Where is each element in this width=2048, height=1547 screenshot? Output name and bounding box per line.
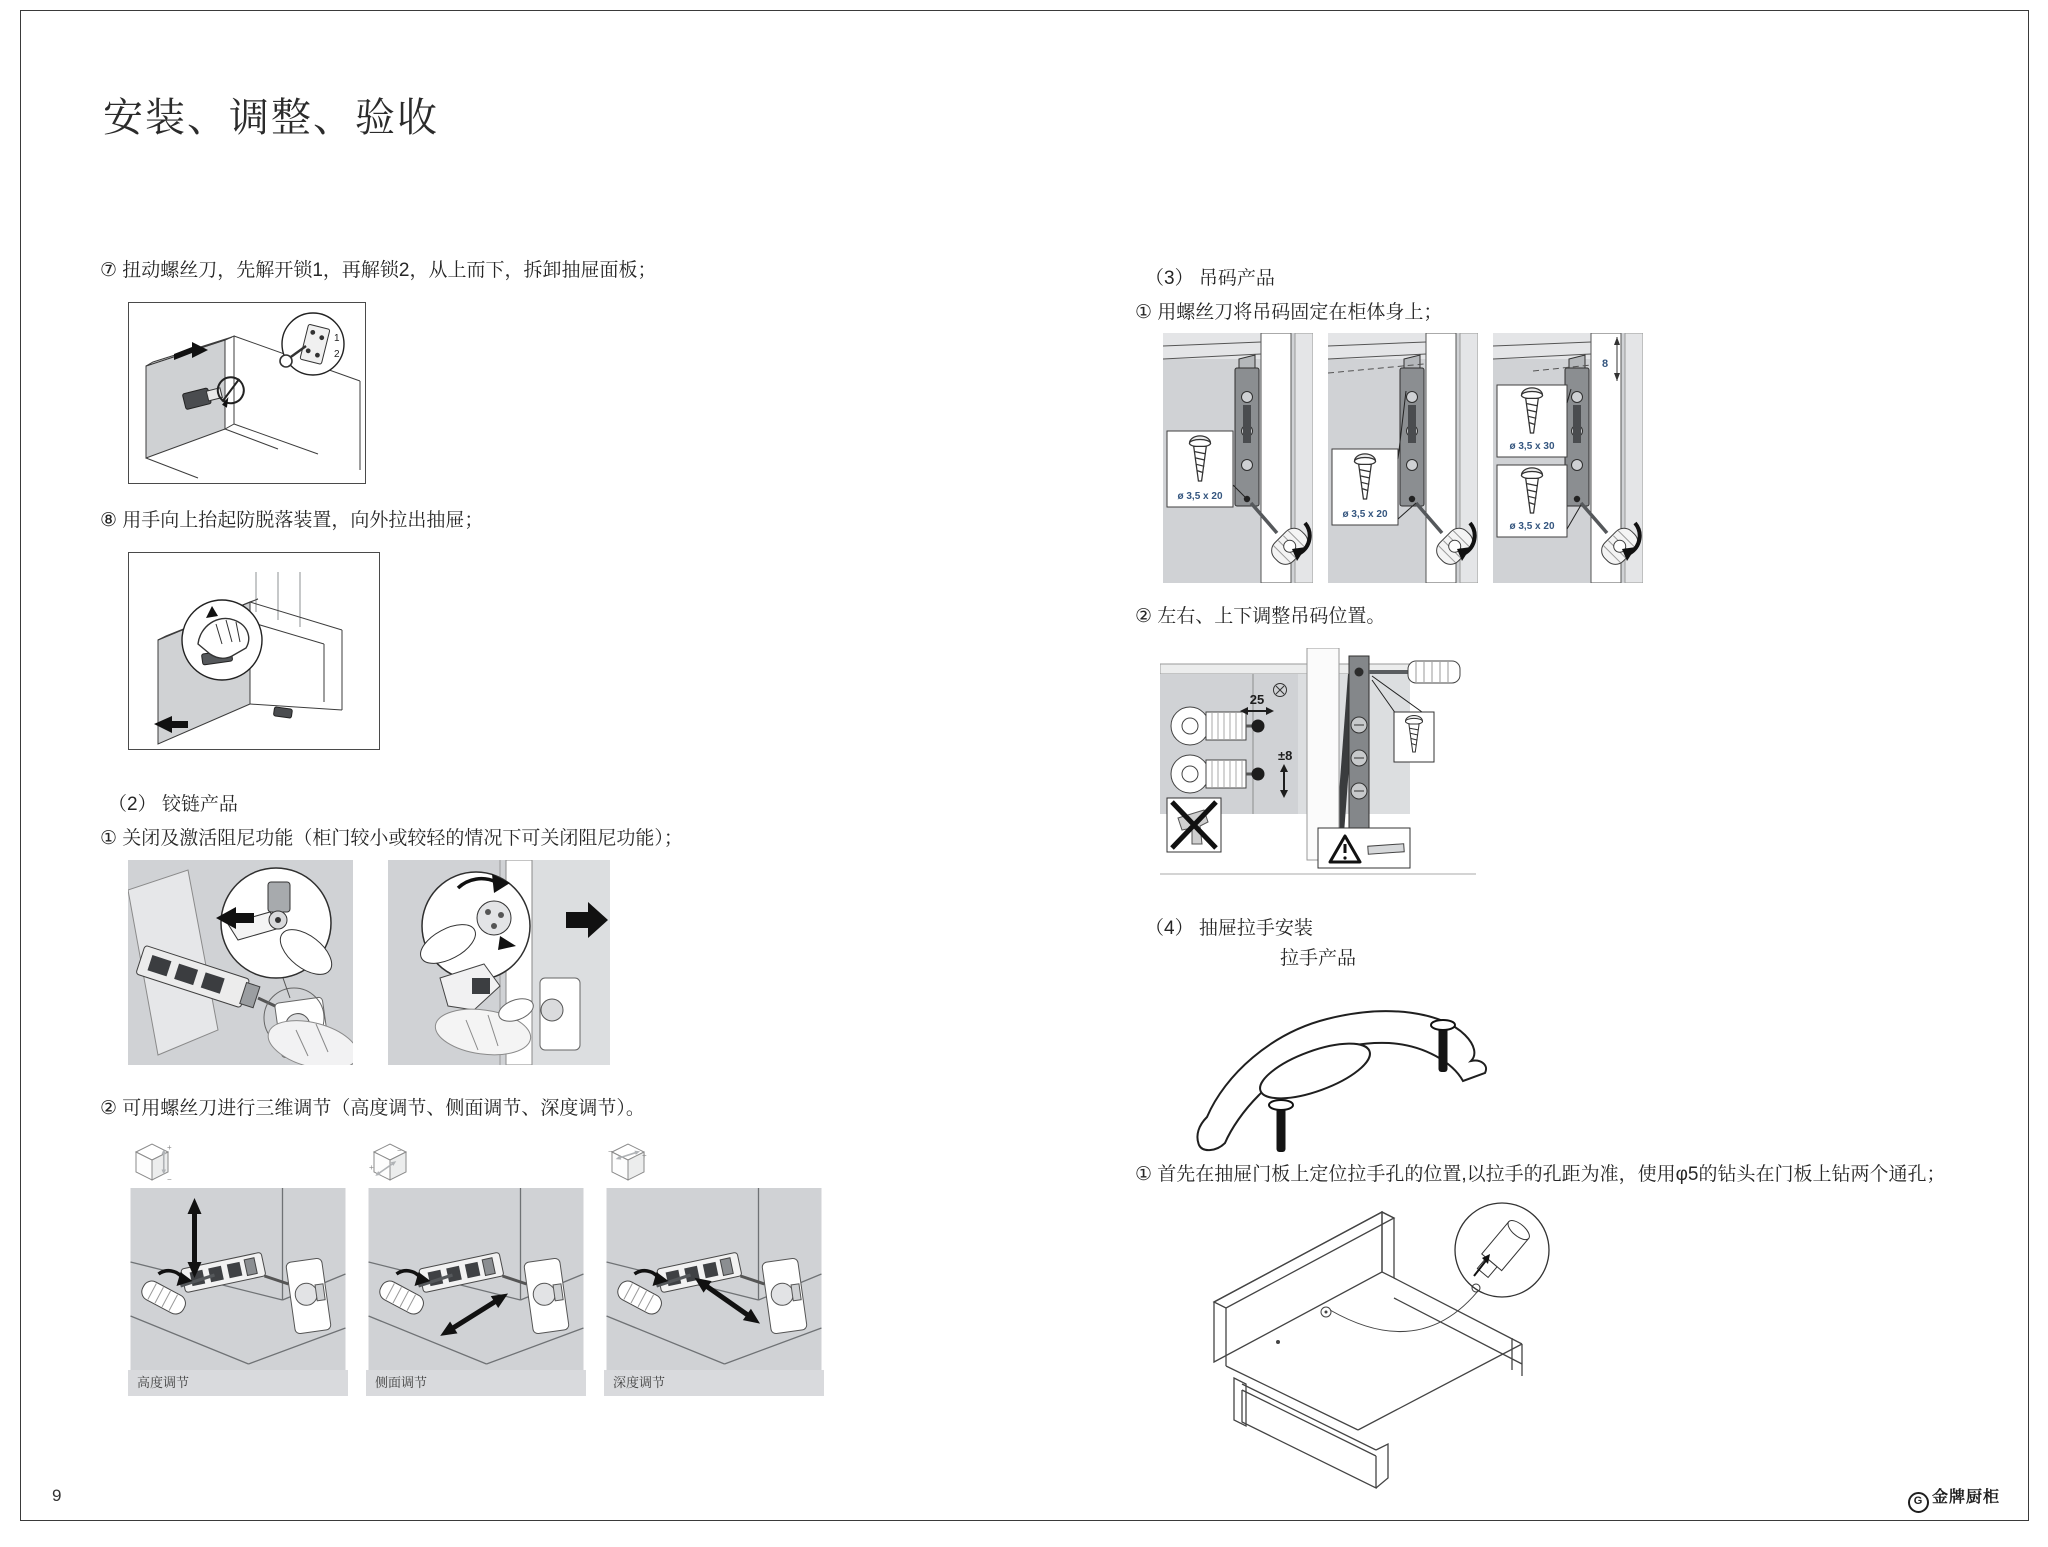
step8-illustration bbox=[128, 552, 380, 750]
warning-inset bbox=[1318, 828, 1410, 868]
section4-step1-text: ① 首先在抽屉门板上定位拉手孔的位置,以拉手的孔距为准，使用φ5的钻头在门板上钻两个通孔； bbox=[1135, 1164, 1946, 1185]
step7-illustration bbox=[128, 302, 366, 484]
height-adjust-scene bbox=[128, 1188, 348, 1370]
latch-icon bbox=[273, 707, 292, 718]
step7-text: ⑦ 扭动螺丝刀，先解开锁1，再解锁2，从上而下，拆卸抽屉面板； bbox=[100, 260, 657, 281]
lock2-label: 2 bbox=[334, 349, 340, 360]
svg-text:+: + bbox=[167, 1143, 172, 1152]
section2-title: （2） 铰链产品 bbox=[108, 794, 238, 815]
depth-adjust-panel bbox=[604, 1140, 824, 1396]
svg-text:8: 8 bbox=[1601, 358, 1609, 370]
hinge-damper-on-illustration bbox=[388, 860, 610, 1065]
brand-name: 金牌厨柜 bbox=[1931, 1489, 2000, 1506]
cabinet-cube-icon bbox=[604, 1140, 650, 1184]
hanging-bracket-panel-3 bbox=[1493, 333, 1643, 583]
drawer-panel-unlock-figure bbox=[128, 302, 366, 484]
handle-product-illustration bbox=[1185, 985, 1500, 1160]
svg-text:−: − bbox=[167, 1175, 172, 1184]
handle-screw-1 bbox=[1269, 1100, 1293, 1152]
step8-text: ⑧ 用手向上抬起防脱落装置，向外拉出抽屉； bbox=[100, 510, 484, 531]
dim-pm8-label: ±8 bbox=[1278, 748, 1293, 763]
section4-title: （4） 抽屉拉手安装 bbox=[1145, 918, 1313, 939]
no-drill-inset bbox=[1167, 798, 1221, 852]
section2-step1-text: ① 关闭及激活阻尼功能（柜门较小或较轻的情况下可关闭阻尼功能）； bbox=[100, 828, 683, 849]
brand-g-icon: G bbox=[1908, 1492, 1929, 1513]
svg-text:−: − bbox=[397, 1146, 402, 1155]
height-adjust-label: 高度调节 bbox=[128, 1370, 348, 1396]
svg-text:+: + bbox=[642, 1151, 647, 1160]
screw-size-label: ø 3,5 x 20 bbox=[1342, 509, 1388, 520]
depth-adjust-label: 深度调节 bbox=[604, 1370, 824, 1396]
screw-inset bbox=[1394, 712, 1434, 762]
handle-product-label: 拉手产品 bbox=[1280, 948, 1357, 969]
drawer-drill-illustration bbox=[1190, 1200, 1580, 1495]
side-adjust-label: 侧面调节 bbox=[366, 1370, 586, 1396]
bracket-adjust-illustration bbox=[1160, 648, 1560, 876]
dim-25-label: 25 bbox=[1249, 692, 1265, 707]
hanging-rail bbox=[1349, 656, 1369, 852]
section2-step2-text: ② 可用螺丝刀进行三维调节（高度调节、侧面调节、深度调节）。 bbox=[100, 1098, 645, 1119]
hanging-bracket-panel-1 bbox=[1163, 333, 1313, 583]
hand-lift-inset bbox=[182, 600, 262, 680]
height-adjust-panel bbox=[128, 1140, 348, 1396]
screw-size-label: ø 3,5 x 20 bbox=[1509, 521, 1555, 532]
page-number: 9 bbox=[52, 1486, 62, 1505]
side-adjust-scene bbox=[366, 1188, 586, 1370]
depth-adjust-scene bbox=[604, 1188, 824, 1370]
cabinet-cube-icon bbox=[366, 1140, 412, 1184]
section3-step1-text: ① 用螺丝刀将吊码固定在柜体身上； bbox=[1135, 302, 1443, 323]
page-title: 安装、调整、验收 bbox=[103, 96, 439, 140]
section3-step2-text: ② 左右、上下调整吊码位置。 bbox=[1135, 606, 1386, 627]
screw-size-label: ø 3,5 x 20 bbox=[1177, 491, 1223, 502]
section3-title: （3） 吊码产品 bbox=[1145, 268, 1275, 289]
svg-text:−: − bbox=[608, 1147, 613, 1156]
drawer-pullout-figure bbox=[128, 552, 380, 750]
lock1-label: 1 bbox=[334, 333, 340, 344]
drill-bit-inset bbox=[1455, 1203, 1549, 1297]
brand-logo bbox=[1830, 1484, 2000, 1513]
screw-size-label: ø 3,5 x 30 bbox=[1509, 441, 1555, 452]
svg-text:+: + bbox=[369, 1163, 374, 1172]
hinge-damper-off-illustration bbox=[128, 860, 353, 1065]
hanging-bracket-panel-2 bbox=[1328, 333, 1478, 583]
side-adjust-panel bbox=[366, 1140, 586, 1396]
cabinet-cube-icon bbox=[128, 1140, 174, 1184]
